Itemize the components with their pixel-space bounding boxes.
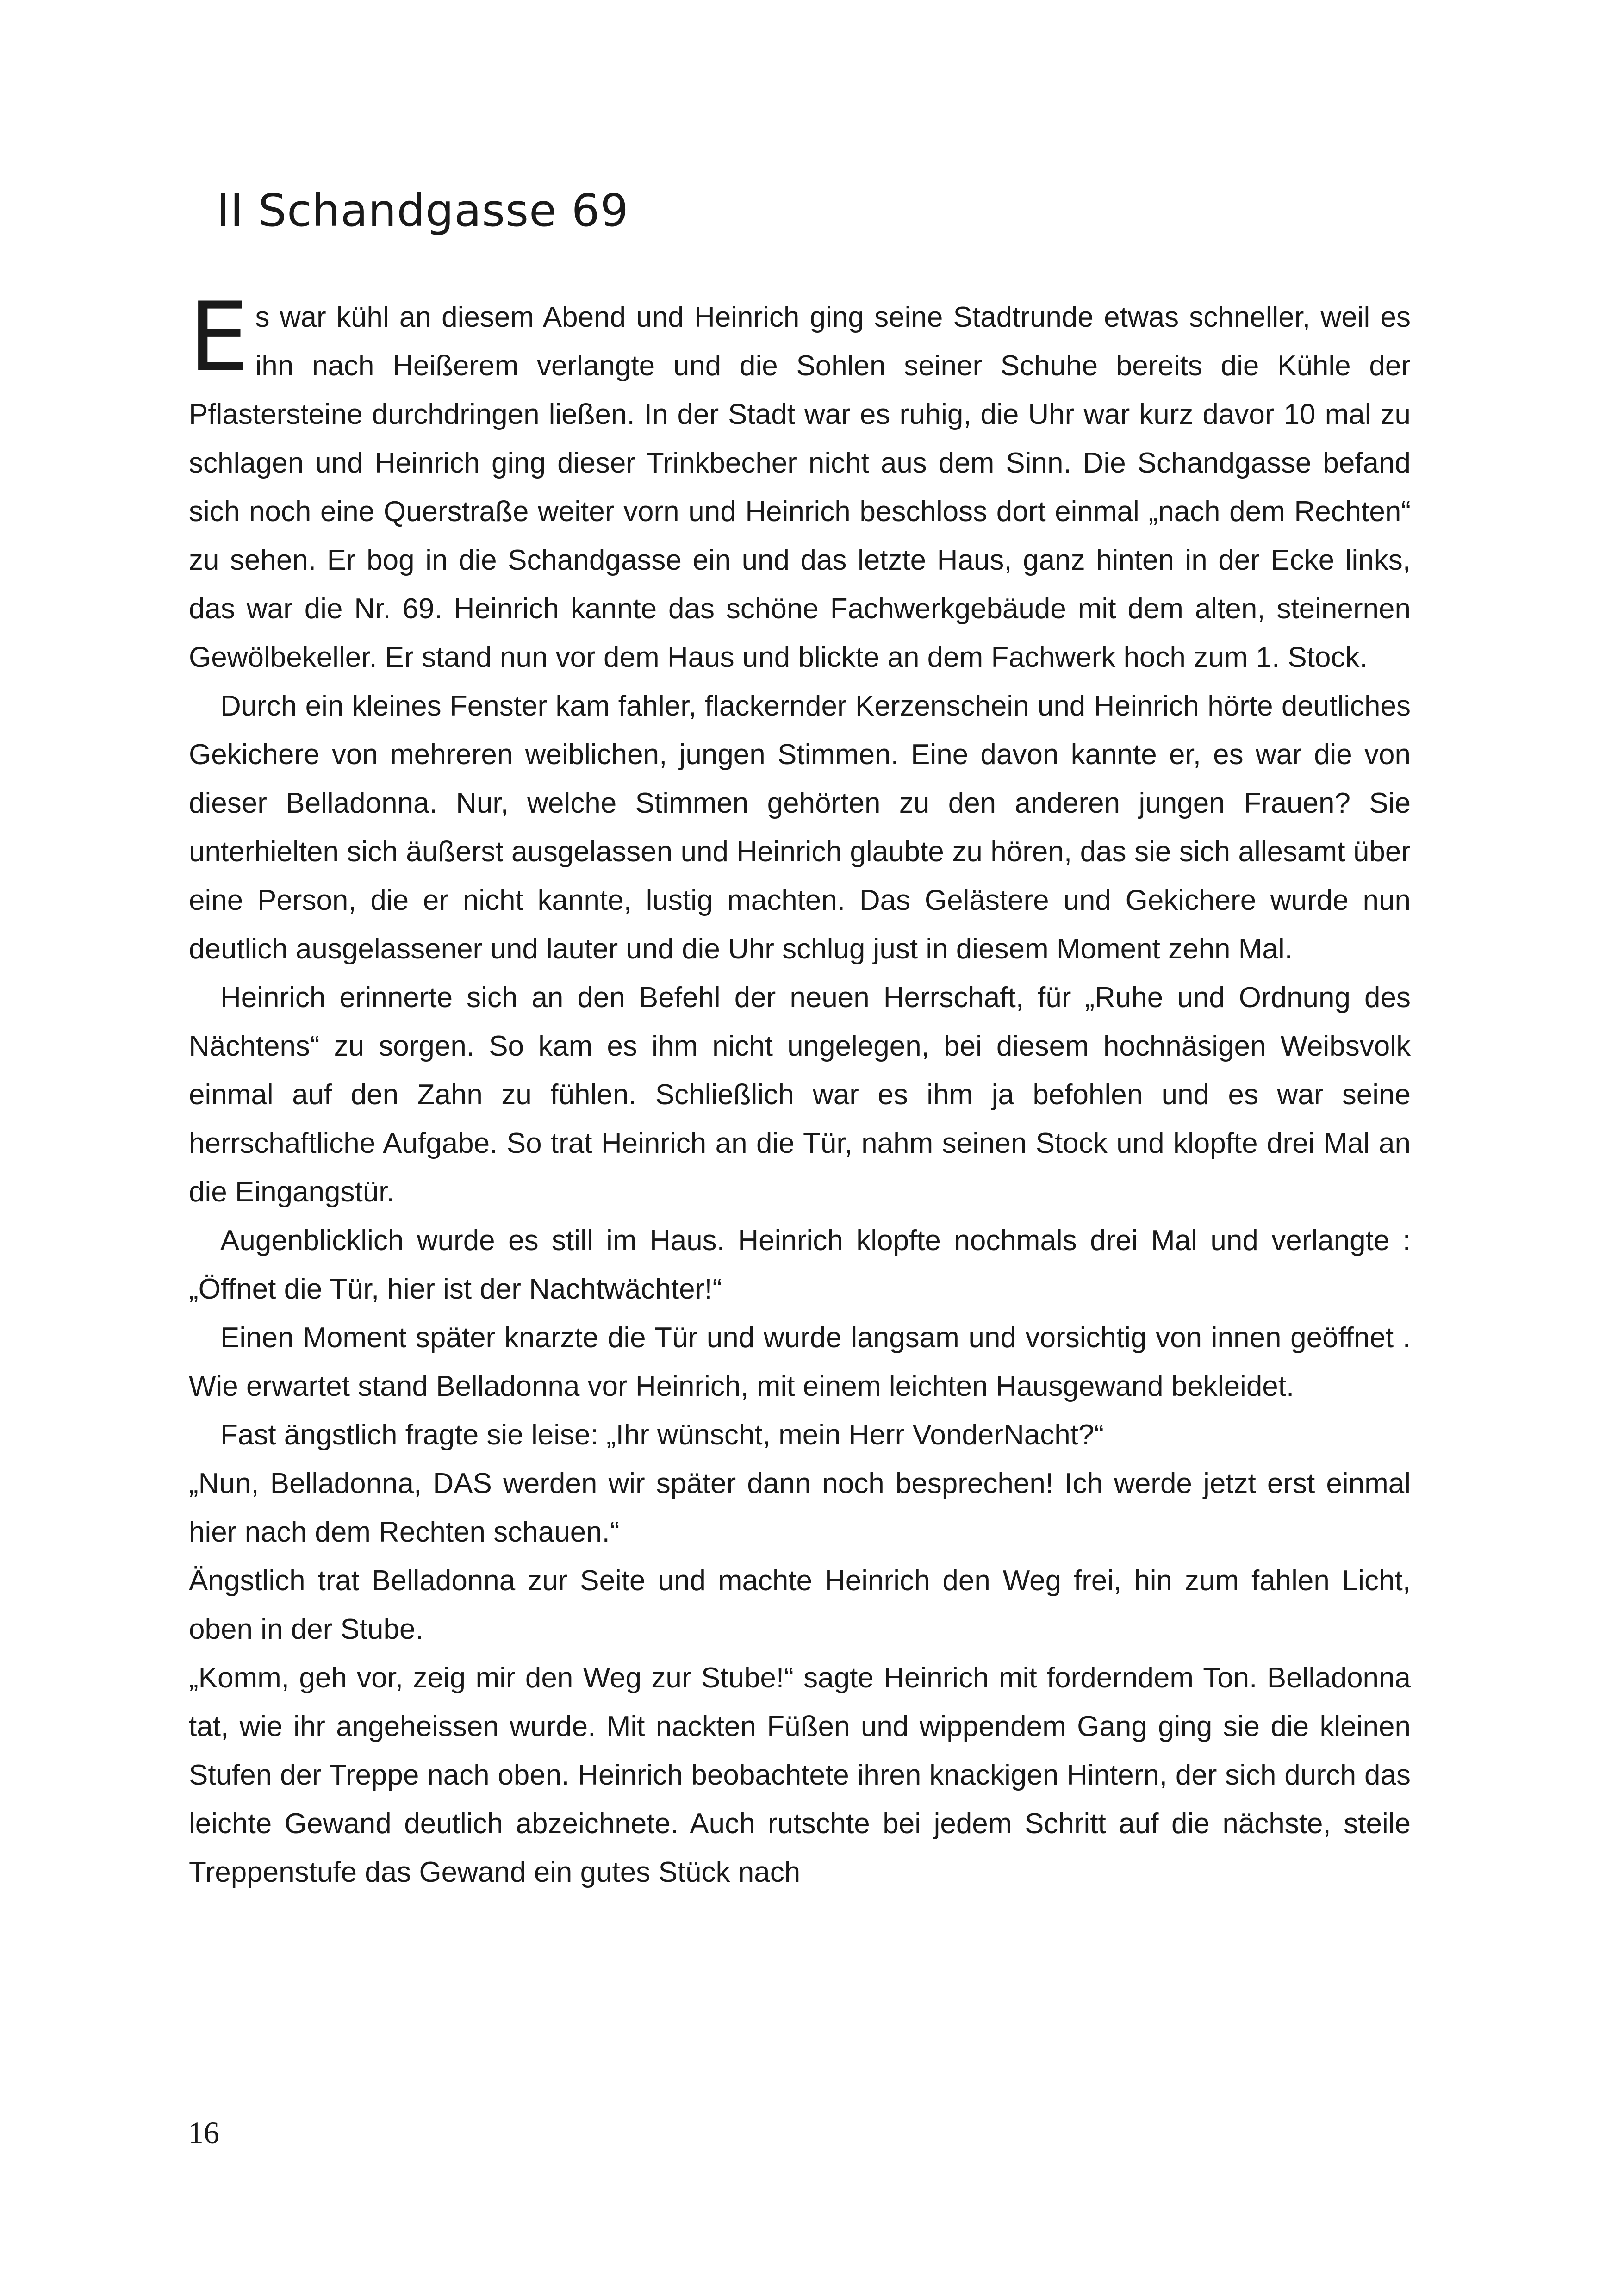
paragraph-aengstlich-frage: Fast ängstlich fragte sie leise: „Ihr wünscht, mein Herr VonderNacht?“ [220, 1419, 1104, 1451]
drop-cap: E [189, 282, 249, 392]
paragraph-komm-geh-vor: „Komm, geh vor, zeig mir den Weg zur Stube!“ sagte Heinrich mit forderndem Ton. Belladonna tat, wie ihr angeheissen wurde. Mit nackten Füßen und wippendem Gang ging sie die kleinen Stufen der Treppe nach oben. Heinrich beobachtete ihren knackigen Hintern, der sich durch das leichte Gewand deutlich abzeichnete. Auch rutschte bei jedem Schritt auf die nächste, steile Treppenstufe das Gewand ein gutes Stück nach [189, 1662, 1411, 1888]
paragraph-dialogue-nun: „Nun, Belladonna, DAS werden wir später dann noch besprechen! Ich werde jetzt erst einmal hier nach dem Rechten schauen.“ [189, 1468, 1411, 1548]
paragraph-augenblicklich: Augenblicklich wurde es still im Haus. Heinrich klopfte nochmals drei Mal und verlangte :„Öffnet die Tür, hier ist der Nachtwächter!“ [189, 1225, 1411, 1305]
first-paragraph [189, 282, 1411, 682]
paragraph-befehl: Heinrich erinnerte sich an den Befehl der neuen Herrschaft, für „Ruhe und Ordnung des Nächtens“ zu sorgen. So kam es ihm nicht ungelegen, bei diesem hochnäsigen Weibsvolk einmal auf den Zahn zu fühlen. Schließlich war es ihm ja befohlen und es war seine herrschaftliche Aufgabe. So trat Heinrich an die Tür, nahm seinen Stock und klopfte drei Mal an die Eingangstür. [189, 982, 1411, 1208]
paragraph-tuer: Einen Moment später knarzte die Tür und wurde langsam und vorsichtig von innen geöffnet . Wie erwartet stand Belladonna vor Heinrich, mit einem leichten Hausgewand bekleidet. [189, 1322, 1411, 1402]
first-paragraph-text: s war kühl an diesem Abend und Heinrich ging seine Stadtrunde etwas schneller, weil es ihn nach Heißerem verlangte und die Sohlen seiner Schuhe bereits die Kühle der Pflastersteine durchdringen ließen. In der Stadt war es ruhig, die Uhr war kurz davor 10 mal zu schlagen und Heinrich ging dieser Trinkbecher nicht aus dem Sinn. Die Schandgasse befand sich noch eine Querstraße weiter vorn und Heinrich beschloss dort einmal „nach dem Rechten“ zu sehen. Er bog in die Schandgasse ein und das letzte Haus, ganz hinten in der Ecke links, das war die Nr. 69. Heinrich kannte das schöne Fachwerkgebäude mit dem alten, steinernen Gewölbekeller. Er stand nun vor dem Haus und blickte an dem Fachwerk hoch zum 1. Stock. [189, 301, 1411, 673]
paragraph-kerzenschein: Durch ein kleines Fenster kam fahler, flackernder Kerzenschein und Heinrich hörte deutliches Gekichere von mehreren weiblichen, jungen Stimmen. Eine davon kannte er, es war die von dieser Belladonna. Nur, welche Stimmen gehörten zu den anderen jungen Frauen? Sie unterhielten sich äußerst ausgelassen und Heinrich glaubte zu hören, das sie sich allesamt über eine Person, die er nicht kannte, lustig machten. Das Gelästere und Gekichere wurde nun deutlich ausgelassener und lauter und die Uhr schlug just in diesem Moment zehn Mal. [189, 690, 1411, 965]
page-number: 16 [188, 2115, 219, 2150]
body-text [189, 282, 1411, 1897]
paragraph-zur-seite: Ängstlich trat Belladonna zur Seite und machte Heinrich den Weg frei, hin zum fahlen Licht, oben in der Stube. [189, 1565, 1411, 1645]
chapter-title: II Schandgasse 69 [217, 185, 629, 236]
